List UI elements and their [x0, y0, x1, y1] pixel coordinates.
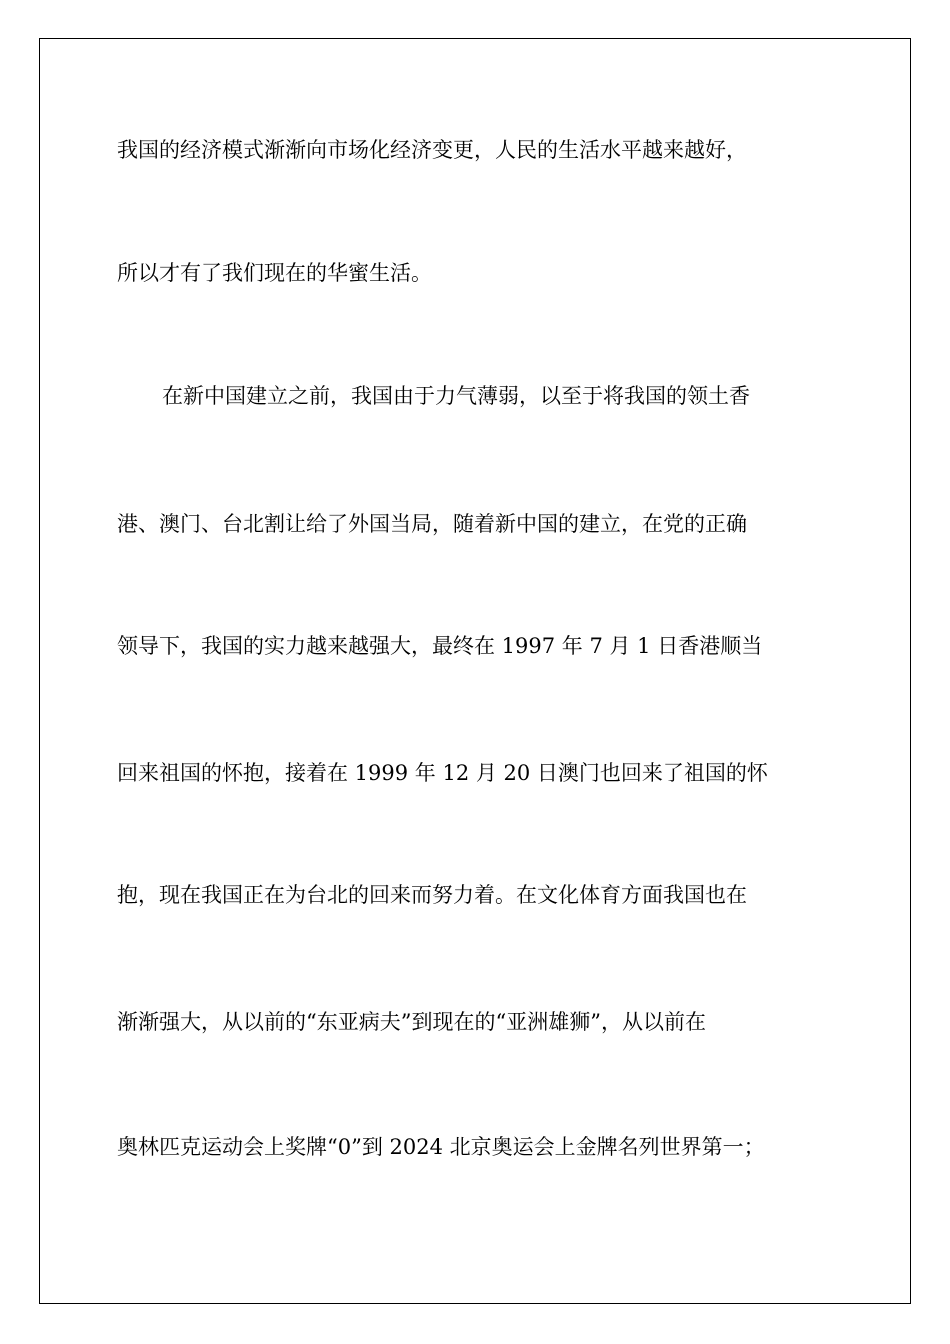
text-line-1: 我国的经济模式渐渐向市场化经济变更，人民的生活水平越来越好， [117, 138, 747, 162]
text-line-2: 所以才有了我们现在的华蜜生活。 [117, 261, 432, 285]
text-line-6: 回来祖国的怀抱，接着在 1999 年 12 月 20 日澳门也回来了祖国的怀 [117, 761, 768, 785]
text-line-8: 渐渐强大，从以前的“东亚病夫”到现在的“亚洲雄狮”，从以前在 [117, 1010, 706, 1034]
page-border [39, 38, 911, 1304]
text-line-9: 奥林匹克运动会上奖牌“0”到 2024 北京奥运会上金牌名列世界第一； [117, 1135, 765, 1159]
text-line-4: 港、澳门、台北割让给了外国当局，随着新中国的建立，在党的正确 [117, 512, 747, 536]
text-line-3: 在新中国建立之前，我国由于力气薄弱，以至于将我国的领土香 [162, 384, 750, 408]
text-line-7: 抱，现在我国正在为台北的回来而努力着。在文化体育方面我国也在 [117, 883, 747, 907]
text-line-5: 领导下，我国的实力越来越强大，最终在 1997 年 7 月 1 日香港顺当 [117, 634, 763, 658]
